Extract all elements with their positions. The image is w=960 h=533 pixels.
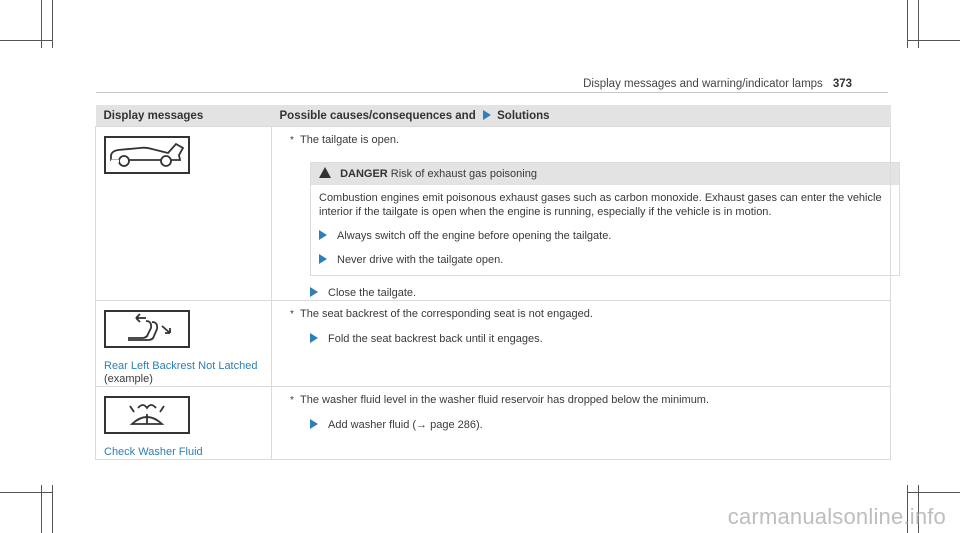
danger-step: Always switch off the engine before opening the tailgate.	[337, 230, 612, 242]
page-header-title: Display messages and warning/indicator lamps	[583, 78, 823, 90]
cause-text: The washer fluid level in the washer fluid reservoir has dropped below the minimum.	[300, 394, 710, 406]
col-header-display-messages: Display messages	[96, 105, 272, 127]
cause-text: The seat backrest of the corresponding seat is not engaged.	[300, 308, 593, 320]
table-row	[96, 387, 891, 460]
crop-mark	[907, 492, 960, 493]
message-caption-note: (example)	[104, 373, 153, 385]
display-message-cell	[96, 127, 272, 301]
danger-header	[311, 163, 899, 185]
cause-text: The tailgate is open.	[300, 134, 400, 146]
asterisk-icon: *	[290, 135, 294, 146]
solution-step: Fold the seat backrest back until it engages.	[328, 333, 543, 345]
solution-step: Close the tailgate.	[328, 287, 417, 299]
display-message-cell	[96, 301, 272, 387]
watermark: carmanualsonline.info	[727, 504, 946, 529]
crop-mark	[0, 40, 52, 41]
crop-mark	[52, 485, 53, 533]
washer-fluid-icon	[104, 396, 190, 434]
crop-mark	[907, 40, 960, 41]
col-header-solutions	[272, 105, 891, 127]
danger-body: Combustion engines emit poisonous exhaust gases such as carbon monoxide. Exhaust gases can enter the vehicle interior if the tailgate is open when the engine is running, especially if the vehicle is in motion.	[319, 192, 882, 218]
play-arrow-icon	[310, 419, 318, 429]
header-rule	[96, 92, 888, 93]
message-caption: Rear Left Backrest Not Latched	[104, 360, 258, 372]
crop-mark	[52, 0, 53, 48]
page-number: 373	[832, 78, 852, 90]
danger-title: Risk of exhaust gas poisoning	[390, 168, 537, 180]
table-row	[96, 127, 891, 301]
display-messages-table	[95, 105, 891, 460]
seat-backrest-icon	[104, 310, 190, 348]
danger-step: Never drive with the tailgate open.	[337, 254, 504, 266]
page-header	[583, 78, 852, 90]
play-arrow-icon	[310, 287, 318, 297]
solution-cell	[272, 127, 891, 301]
play-arrow-icon	[310, 333, 318, 343]
message-caption: Check Washer Fluid	[104, 446, 203, 458]
crop-mark	[0, 492, 52, 493]
display-message-cell	[96, 387, 272, 460]
col-header-causes: Possible causes/consequences and	[279, 109, 476, 122]
play-arrow-icon	[483, 110, 491, 120]
solution-step-page-ref[interactable]: Add washer fluid (→ page 286).	[328, 419, 483, 431]
warning-triangle-icon	[319, 167, 331, 178]
solution-cell	[272, 387, 891, 460]
play-arrow-icon	[319, 230, 327, 240]
solution-cell	[272, 301, 891, 387]
asterisk-icon: *	[290, 395, 294, 406]
danger-label: DANGER	[340, 168, 388, 180]
table-header-row	[96, 105, 891, 127]
tailgate-open-icon	[104, 136, 190, 174]
play-arrow-icon	[319, 254, 327, 264]
table-row	[96, 301, 891, 387]
danger-box	[310, 162, 900, 276]
col-header-solutions-label: Solutions	[497, 109, 550, 122]
asterisk-icon: *	[290, 309, 294, 320]
